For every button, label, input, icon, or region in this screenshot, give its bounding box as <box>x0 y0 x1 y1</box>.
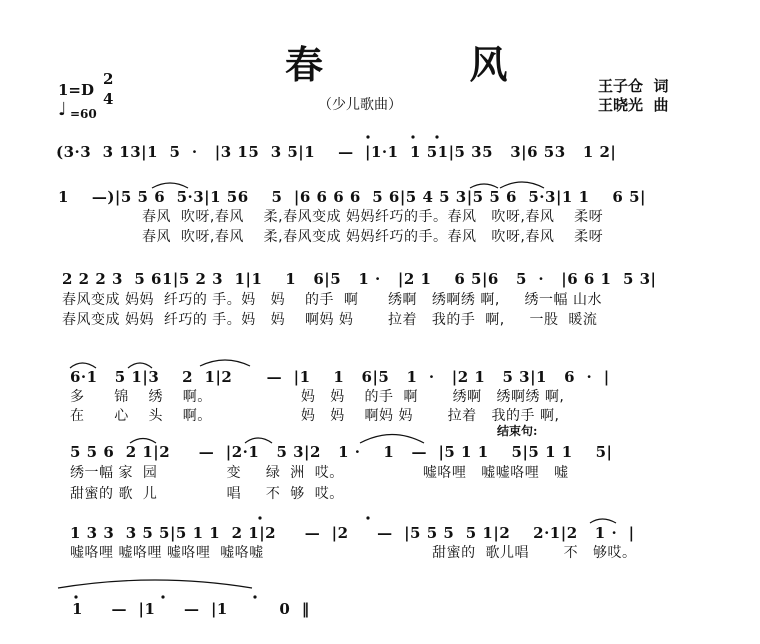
score-row-4-notes: 6·1 5 1|3 2 1|2 — |1 1 6|5 1 · |2 1 5 3|1 6 · | <box>70 368 610 386</box>
slur-mark <box>590 519 616 523</box>
lyricist-credit: 王子仓 词 <box>598 77 669 95</box>
quarter-note-icon: ♩ <box>58 99 67 120</box>
slur-mark <box>470 184 498 188</box>
score-row-2-lyric-1: 春风 吹呀,春风 柔,春风变成 妈妈纤巧的手。春风 吹呀,春风 柔呀 <box>142 209 604 225</box>
score-row-3-notes: 2 2 2 3 5 61|5 2 3 1|1 1 6|5 1 · |2 1 6 5|6 5 · |6 6 1 5 3| <box>62 270 657 288</box>
composer-credit: 王晓光 曲 <box>598 96 669 114</box>
time-signature-top: 2 <box>103 70 114 88</box>
score-row-3-lyric-1: 春风变成 妈妈 纤巧的 手。妈 妈 的手 啊 绣啊 绣啊绣 啊, 绣一幅 山水 <box>62 292 603 308</box>
ending-phrase-label: 结束句: <box>497 424 538 438</box>
upper-dot <box>366 516 369 519</box>
score-row-3-lyric-2: 春风变成 妈妈 纤巧的 手。妈 妈 啊妈 妈 拉着 我的手 啊, 一股 暖流 <box>62 312 598 328</box>
slur-mark <box>500 182 544 188</box>
score-row-2-notes: 1 —)|5 5 6 5·3|1 56 5 |6 6 6 6 5 6|5 4 5 3|5 5 6 5·3|1 1 6 5| <box>58 188 646 206</box>
score-row-4-lyric-2: 在 心 头 啊。 妈 妈 啊妈 妈 拉着 我的手 啊, <box>70 408 560 424</box>
slur-mark <box>130 439 156 444</box>
score-row-4-lyric-1: 多 锦 绣 啊。 妈 妈 的手 啊 绣啊 绣啊绣 啊, <box>70 389 565 405</box>
time-signature-bottom: 4 <box>103 90 114 108</box>
slur-mark <box>152 183 188 188</box>
score-row-7-notes: 1 — |1 — |1 0 ‖ <box>72 600 310 618</box>
tempo-marking: =60 <box>70 107 97 121</box>
slur-mark <box>245 438 272 443</box>
slur-mark <box>70 363 96 368</box>
key-signature: 1=D <box>58 81 95 99</box>
slur-mark <box>128 363 152 368</box>
score-row-6-lyric-1: 嘘咯哩 嘘咯哩 嘘咯哩 嘘咯嘘 甜蜜的 歌儿唱 不 够哎。 <box>70 545 637 561</box>
score-row-2-lyric-2: 春风 吹呀,春风 柔,春风变成 妈妈纤巧的手。春风 吹呀,春风 柔呀 <box>142 229 604 245</box>
score-row-6-notes: 1 3 3 3 5 5|5 1 1 2 1|2 — |2 — |5 5 5 5 1|2 2·1|2 1 · | <box>70 524 635 542</box>
score-row-5-notes: 5 5 6 2 1|2 — |2·1 5 3|2 1 · 1 — |5 1 1 5|5 1 1 5| <box>70 443 613 461</box>
score-row-5-lyric-2: 甜蜜的 歌 儿 唱 不 够 哎。 <box>70 486 344 502</box>
score-row-5-lyric-1: 绣一幅 家 园 变 绿 洲 哎。 嘘咯哩 嘘嘘咯哩 嘘 <box>70 465 569 481</box>
slur-mark <box>200 360 250 366</box>
song-subtitle: （少儿歌曲） <box>318 97 402 113</box>
upper-dot <box>411 135 414 138</box>
song-title: 春 风 <box>285 42 548 87</box>
upper-dot <box>435 135 438 138</box>
tie-mark <box>58 580 252 588</box>
upper-dot <box>258 516 261 519</box>
upper-dot <box>74 595 77 598</box>
tie-mark <box>360 435 424 444</box>
upper-dot <box>161 595 164 598</box>
upper-dot <box>253 595 256 598</box>
score-row-1-notes: (3·3 3 13|1 5 · |3 15 3 5|1 — |1·1 1 51|5 35 3|6 53 1 2| <box>56 143 617 161</box>
upper-dot <box>366 135 369 138</box>
